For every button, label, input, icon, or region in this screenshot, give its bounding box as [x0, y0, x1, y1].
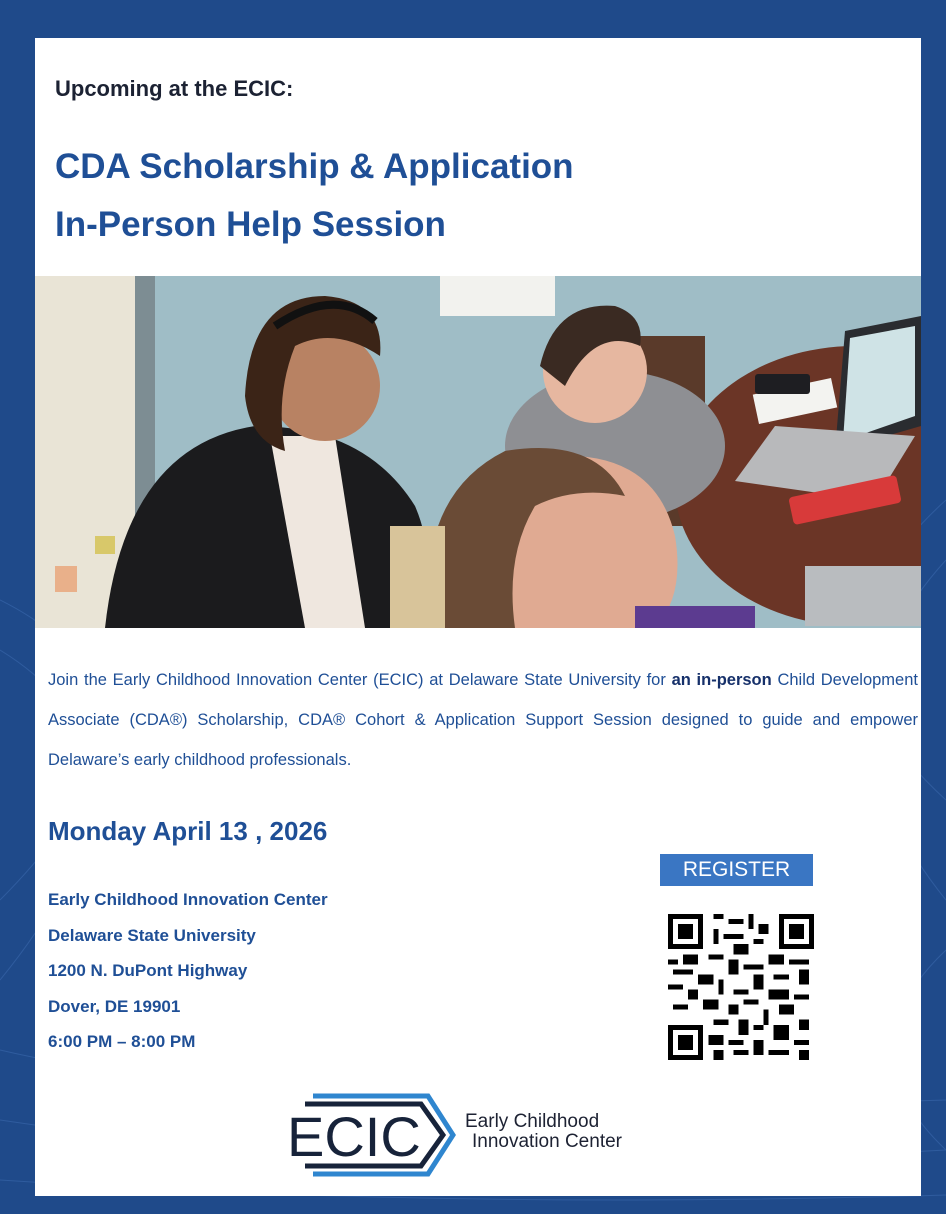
eyebrow-text: Upcoming at the ECIC:: [55, 76, 294, 101]
intro-text-1: Join the Early Childhood Innovation Center (ECIC) at Delaware State University for: [48, 671, 672, 689]
ecic-logo: [283, 1092, 458, 1178]
flyer-card: [35, 38, 921, 1196]
page-title: [55, 138, 574, 254]
session-photo: [35, 276, 921, 628]
institution-name: Delaware State University: [48, 925, 256, 945]
intro-text-2: Child Development Associate (CDA®) Scholarship, CDA® Cohort & Application Support Session designed to guide and empower Delaware’s early childhood professionals.: [48, 671, 918, 769]
registration-qr-code[interactable]: [668, 914, 814, 1060]
event-date: Monday April 13 , 2026: [48, 816, 328, 846]
logo-line-2: Innovation Center: [472, 1131, 622, 1152]
logo-mark: ECIC: [287, 1105, 421, 1168]
logo-line-1: Early Childhood: [465, 1111, 600, 1132]
title-line-1: CDA Scholarship & Application: [55, 147, 574, 186]
title-line-2: In-Person Help Session: [55, 205, 446, 244]
intro-paragraph: [48, 660, 918, 780]
street-address: 1200 N. DuPont Highway: [48, 961, 248, 980]
event-address: [48, 882, 328, 1060]
intro-emphasis: an in-person: [671, 671, 772, 689]
register-here-button[interactable]: REGISTER HERE: [660, 854, 813, 886]
venue-name: Early Childhood Innovation Center: [48, 890, 328, 909]
logo-wordmark: [465, 1112, 622, 1152]
city-state-zip: Dover, DE 19901: [48, 996, 181, 1016]
event-time: 6:00 PM – 8:00 PM: [48, 1032, 196, 1051]
